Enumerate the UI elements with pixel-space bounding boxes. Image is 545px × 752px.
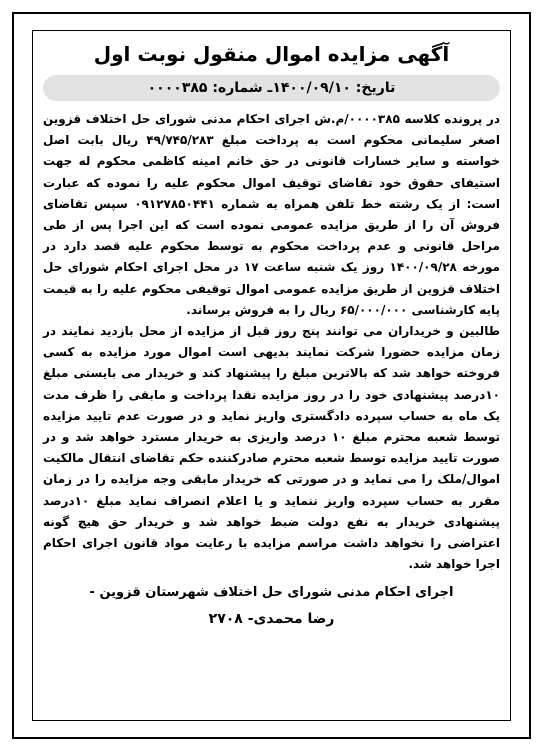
issuing-authority: اجرای احکام مدنی شورای حل اختلاف شهرستان قزوین - (89, 585, 454, 601)
paragraph-bidder-terms: طالبین و خریداران می توانند پنج روز قبل از مزایده از محل بازدید نمایند در زمان مزایده حضورا شرکت نمایند بدیهی است اموال مورد مزایده به کسی فروخته خواهد شد که بالاترین مبلغ را پیشنهاد کند و خریدار می بایستی مبلغ ۱۰درصد پیشنهادی خود را در روز مزایده نقدا پرداخت و مابقی را ظرف مدت یک ماه به حساب سپرده دادگستری واریز نماید و در صورت عدم تایید مزایده توسط شعبه محترم مبلغ ۱۰ درصد واریزی به خریدار مسترد خواهد شد و در صورت تایید مزایده توسط شعبه محترم صادرکننده حکم تقاضای انتقال مالکیت اموال/ملک را می نماید و در صورتی که خریدار مابقی وجه مزایده را در زمان مقرر به حساب سپرده واریز ننماید و یا اعلام انصراف نماید مبلغ ۱۰درصد پیشنهادی خریدار به نفع دولت ضبط خواهد شد و خریدار حق هیچ گونه اعتراضی را نخواهد داشت مراسم مزایده با رعایت مواد قانون اجرای احکام اجرا خواهد شد. (43, 324, 500, 572)
date-number-band: تاریخ: ۱۴۰۰/۰۹/۱۰ـ شماره: ۰۰۰۰۳۸۵ (43, 75, 500, 101)
signer-and-code: رضا محمدی- ۲۷۰۸ (208, 611, 335, 628)
notice-title: آگهی مزایده اموال منقول نوبت اول (93, 42, 450, 66)
paragraph-case-details: در پرونده کلاسه ۰۰۰۰۳۸۵/م.ش اجرای احکام مدنی شورای حل اختلاف قزوین اصغر سلیمانی محکوم است به پرداخت مبلغ ۴۹/۷۴۵/۲۸۳ ریال بابت اصل خواسته و سایر خسارات قانونی در حق خانم امینه کاظمی محکوم له جهت استیفای حقوق خود تقاضای توقیف اموال محکوم علیه را نموده که عبارت است: از یک رشته خط تلفن همراه به شماره ۰۹۱۲۷۸۵۰۴۴۱ سپس تقاضای فروش آن را از طریق مزایده عمومی نموده است که این اجرا پس از طی مراحل قانونی و عدم پرداخت محکوم به توسط محکوم علیه قصد دارد در مورخه ۱۴۰۰/۰۹/۲۸ روز یک شنبه ساعت ۱۷ در محل اجرای احکام شورای حل اختلاف قزوین از طریق مزایده عمومی اموال توقیفی محکوم علیه را به قیمت پایه کارشناسی ۶۵/۰۰۰/۰۰۰ ریال را به فروش برساند. (43, 112, 500, 317)
auction-notice (12, 12, 531, 739)
notice-body (43, 109, 500, 575)
notice-inner-frame (32, 30, 511, 721)
